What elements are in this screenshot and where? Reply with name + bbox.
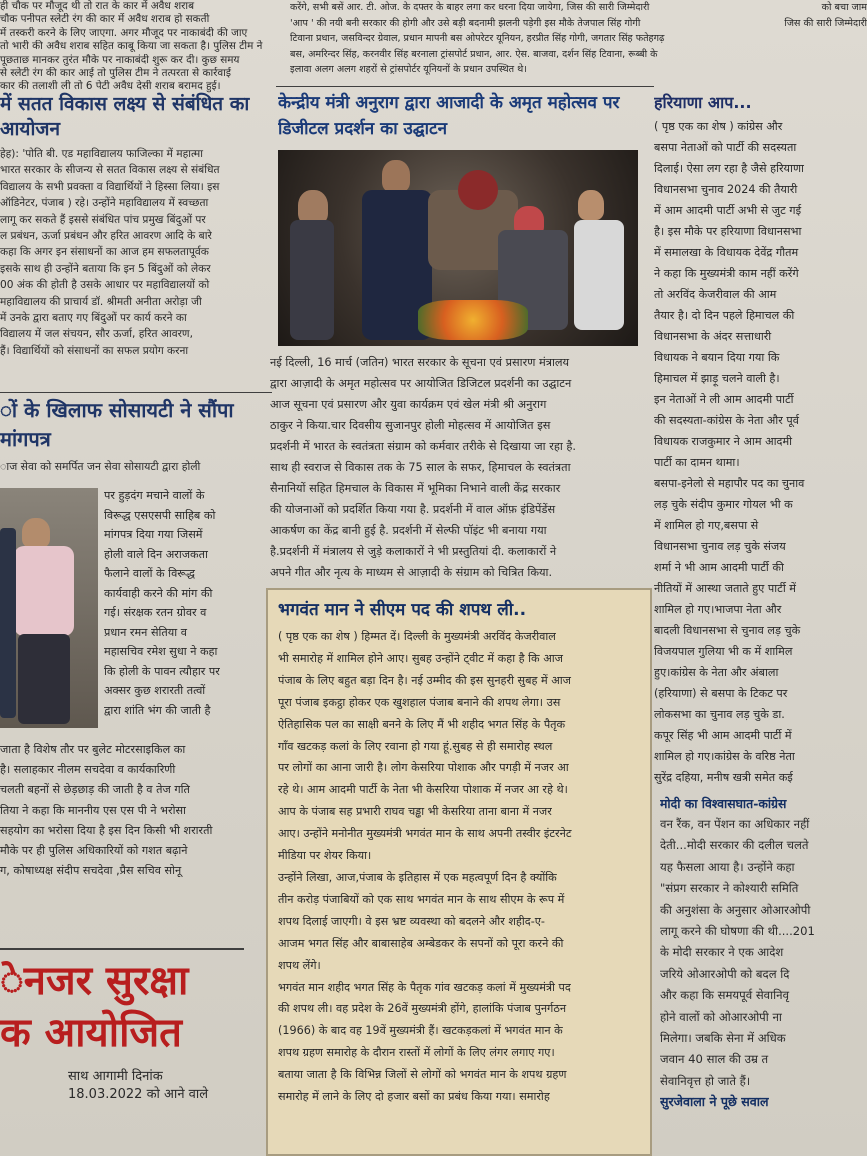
text-line: जरिये ओआरओपी को बदल दि [660, 966, 790, 981]
text-line: कार की तलाशी ली तो 6 पेटी अवैध देसी शराब बरामद हुई। [0, 80, 221, 93]
text-line: पंजाब के लिए बहुत बड़ा दिन है। नई उम्मीद की इस सुनहरी सुबह में आज [278, 673, 571, 687]
text-line: सैनानियों सहित हिमचाल के विकास में भूमिका निभाने वाली केंद्र सरकार [270, 482, 561, 495]
center-headline-block [278, 90, 638, 150]
center-top-divider [276, 86, 654, 87]
ad-small-1: साथ आगामी दिनांक [68, 1069, 163, 1084]
text-line: हेह): 'पोति बी. एड महाविद्यालय फाजिल्का में महात्मा [0, 148, 204, 160]
text-line: भारत सरकार के सीजन्य से सतत विकास लक्ष्य से संबंधित [0, 164, 220, 177]
text-line: आए। उन्होंने मनोनीत मुख्यमंत्री भगवंत मान के साथ अपनी तस्वीर इंटरनेट [278, 827, 572, 841]
text-line: विधायक राजकुमार ने आम आदमी [654, 435, 793, 448]
right-story-headline: हरियाणा आप... [654, 93, 752, 112]
text-line: जाता है विशेष तौर पर बुलेट मोटरसाइकिल का [0, 743, 186, 756]
left-story-society [0, 396, 272, 916]
text-line: भी समारोह में शामिल होने आए। सुबह उन्होंने ट्वीट में कहा है कि आज [278, 651, 563, 665]
text-line: जवान 40 साल की उम्र त [660, 1052, 769, 1067]
text-line: शपथ लेंगे। [278, 958, 321, 972]
text-line: (हरियाणा) से बसपा के टिकट पर [654, 687, 788, 700]
center-event-photo [278, 150, 638, 346]
text-line: आजम भगत सिंह और बाबासाहेब अम्बेडकर के सपनों को पूरा करने की [278, 936, 564, 950]
right-footer-headline: सुरजेवाला ने पूछे सवाल [660, 1094, 769, 1110]
text-line: 'आप ' की नयी बनी सरकार की होगी और उसे बड़ी बदनामी झलनी पड़ेगी इस मौके तेजपाल सिंह गोगी [290, 17, 641, 29]
text-line: में आम आदमी पार्टी अभी से जुट गई [654, 204, 802, 217]
text-line: है। इस मौके पर हरियाणा विधानसभा [654, 225, 802, 238]
text-line: अक्सर कुछ शरारती तत्वों [104, 684, 206, 697]
text-line: बादली विधानसभा से चुनाव लड़ चुके [654, 624, 801, 637]
right-top-lines [756, 0, 867, 31]
left-story-sdg-body [0, 146, 272, 359]
text-line: सुरेंद्र दहिया, मनीष खत्री समेत कई [654, 771, 793, 784]
right-sub-body [660, 814, 867, 1092]
text-line: पर लोगों का आना जारी है। लोग केसरिया पोशाक और पगड़ी में नजर आ [278, 761, 569, 775]
text-line: आज सूचना एवं प्रसारण और युवा कार्यक्रम एवं खेल मंत्री श्री अनुराग [270, 398, 547, 411]
ad-headline-2: क आयोजित [0, 1009, 182, 1056]
text-line: की सदस्यता-कांग्रेस के नेता और पूर्व [654, 414, 799, 427]
text-line: इलावा अलग अलग शहरों से ट्रांसपोर्टर यूनियनों के प्रधान उपस्थित थे। [290, 64, 527, 75]
ad-small-2: 18.03.2022 को आने वाले [68, 1087, 209, 1103]
text-line: है। सलाहकार नीलम सचदेवा व कार्यकारिणी [0, 763, 176, 777]
right-top-snippet [756, 0, 867, 40]
right-story-body [654, 116, 867, 790]
text-line: में तस्करी करने के लिए जाएगा. अगर मौजूद पर नाकाबंदी की जाए [0, 26, 248, 39]
text-line: मीडिया पर शेयर किया। [278, 849, 372, 863]
text-line: पर हुड़दंग मचाने वालों के [104, 489, 205, 502]
ad-headline-1: ेनजर सुरक्षा [0, 957, 189, 1004]
center-body-text [270, 352, 652, 583]
text-line: मिलेगा। जबकि सेना में अधिक [660, 1031, 786, 1046]
text-line: दिलाई। ऐसा लग रहा है जैसे हरियाणा [654, 162, 804, 175]
left-top-snippet [0, 0, 282, 100]
left-divider-2 [0, 948, 244, 950]
text-line: समारोह में लाने के लिए दो हजार बसों का प्रबंध किया गया। समारोह [278, 1090, 550, 1104]
left-story-society-intro: ाज सेवा को समर्पित जन सेवा सोसायटी द्वारा होली [0, 460, 201, 473]
text-line: ( पृष्ठ एक का शेष ) कांग्रेस और [654, 120, 783, 133]
text-line: ( पृष्ठ एक का शेष ) हिम्मत दें। दिल्ली के मुख्यमंत्री अरविंद केजरीवाल [278, 630, 556, 643]
center-top-snippet [290, 0, 750, 84]
boxed-story [266, 588, 652, 1156]
text-line: ठाकुर ने किया.चार दिवसीय सुजानपुर होली मोहत्सव में आयोजित इस [270, 419, 551, 432]
text-line: देती...मोदी सरकार की दलील चलते [660, 838, 809, 853]
text-line: इसके साथ ही उन्होंने बताया कि इन 5 बिंदुओं को लेकर [0, 262, 211, 275]
text-line: में उनके द्वारा बताए गए बिंदुओं पर कार्य करने का [0, 312, 187, 325]
text-line: में समालखा के विधायक देवेंद्र गौतम [654, 246, 799, 259]
text-line: लागू कर सकते हैं इससे संबंधित पांच प्रमुख बिंदुओं पर [0, 213, 206, 226]
text-line: "संप्रग सरकार ने कोश्यारी समिति [660, 881, 799, 896]
text-line: भगवंत मान शहीद भगत सिंह के पैतृक गांव खटकड़ कलां में मुख्यमंत्री पद [278, 980, 571, 994]
text-line: तिया ने कहा कि माननीय एस एस पी ने भरोसा [0, 803, 186, 817]
text-line: विधानसभा के अंदर सत्ताधारी [654, 330, 772, 343]
text-line: ने कहा कि मुख्यमंत्री काम नहीं करेंगे [654, 267, 799, 280]
text-line: शर्मा ने भी आम आदमी पार्टी की [654, 561, 784, 574]
left-divider-1 [0, 392, 272, 393]
right-story [654, 90, 867, 790]
text-line: होने वालों को ओआरओपी ना [660, 1009, 782, 1024]
center-top-lines [290, 0, 750, 78]
text-line: कहा कि अगर इन संसाधनों का आज हम सफलतापूर्वक [0, 246, 209, 259]
text-line: प्रदर्शनी में भारत के स्वतंत्रता संग्राम को कर्मवार तरीके से दिखाया जा रहा है. [270, 440, 576, 453]
text-line: कि होली के पावन त्यौहार पर [104, 664, 220, 678]
text-line: हैं। विद्यार्थियों को संसाधनों का सफल प्रयोग करना [0, 344, 189, 357]
text-line: की अनुशंसा के अनुसार ओआरओपी [660, 902, 811, 917]
text-line: टिवाना प्रधान, जसविन्दर ग्रेवाल, प्रधान मापनी बस ओपरेटर यूनियन, हरप्रीत सिंह गोगी, जगतार सिंह फतेहगढ़ [290, 33, 665, 44]
text-line: मांगपत्र दिया गया जिसमें [104, 528, 203, 541]
text-line: लोकसभा का चुनाव लड़ चुके डा. [654, 708, 785, 721]
text-line: करेंगे, सभी बसें आर. टी. ओज. के दफ्तर के बाहर लगा कर धरना दिया जायेगा, जिस की सारी जिम्मेदारी [290, 2, 650, 13]
text-line: वन रैंक, वन पेंशन का अधिकार नहीं [660, 817, 810, 831]
left-top-lines [0, 0, 282, 94]
text-line: होली वाले दिन अराजकता [104, 547, 208, 561]
boxed-story-body [278, 626, 642, 1108]
left-story-society-bottom-text [0, 740, 272, 881]
text-line: प्रधान रमन सेतिया व [104, 625, 187, 639]
text-line: चौक पनीपत स्लेटी रंग की कार में अवैध शराब हो सकती [0, 13, 210, 26]
text-line: गई। संरक्षक रतन ग्रोवर व [104, 606, 207, 619]
text-line: नीतियों में आस्था जताते हुए पार्टी में [654, 582, 796, 595]
text-line: शपथ ग्रहण समारोह के दौरान रास्तों में लोगों के लिए लंगर लगाए गए। [278, 1046, 555, 1060]
text-line: मौके पर ही पुलिस अधिकारियों को गशत बढ़ाने [0, 844, 188, 858]
text-line: गाँव खटकड़ कलां के लिए रवाना हो गया हूं.सुबह से ही समारोह स्थल [278, 739, 553, 753]
text-line: तीन करोड़ पंजाबियों को एक साथ भगवंत मान के साथ सीएम के रूप में [278, 892, 565, 906]
text-line: हुए।कांग्रेस के नेता और अंबाला [654, 666, 779, 679]
text-line: नई दिल्ली, 16 मार्च (जतिन) भारत सरकार के सूचना एवं प्रसारण मंत्रालय [270, 356, 570, 369]
text-line: शपथ दिलाई जाएगी। वे इस भ्रष्ट व्यवस्था को बदलने और शहीद-ए- [278, 914, 545, 928]
text-line: 00 अंक की होती है उसके आधार पर महाविद्यालयों को [0, 279, 210, 292]
text-line: विधायक ने बयान दिया गया कि [654, 351, 780, 364]
society-photo [0, 488, 98, 728]
text-line: तो अरविंद केजरीवाल की आम [654, 288, 777, 301]
text-line: सहयोग का भरोसा दिया है इस दिन किसी भी शरारती [0, 823, 213, 837]
text-line: ऑडिनेटर, पंजाब ) रहे। उन्होंने महाविद्यालय में स्वच्छता [0, 197, 209, 210]
text-line: पूछताछ मानकर तुरंत मौके पर नाकाबंदी शुरू कर दी। कुछ समय [0, 53, 240, 66]
text-line: रहे थे। आम आदमी पार्टी के नेता भी केसरिया पोशाक में नजर आ रहे थे। [278, 783, 568, 797]
center-headline: केन्द्रीय मंत्री अनुराग द्वारा आजादी के अमृत महोत्सव पर डिजीटल प्रदर्शन का उद्घाटन [278, 93, 620, 139]
text-line: विद्यालय के सभी प्रवक्ता व विद्यार्थियों ने हिस्सा लिया। इस [0, 180, 220, 193]
text-line: बताया जाता है कि विभिन्न जिलों से लोगों को भगवंत मान के शपथ ग्रहण [278, 1068, 567, 1082]
text-line: शामिल हो गए।भाजपा नेता और [654, 603, 782, 616]
text-line [654, 788, 867, 790]
text-line: हिमाचल में झाड़ू चलने वाली है। [654, 372, 780, 385]
text-line: की योजनाओं को प्रदर्शित किया गया है. प्रदर्शनी में वाल ऑफ़ इंडिपेंडेंस [270, 503, 556, 516]
text-line: कपूर सिंह भी आम आदमी पार्टी में [654, 729, 792, 742]
text-line: है.प्रदर्शनी में मंत्रालय से जुड़े कलाकारों ने भी प्रस्तुतियां दी. कलाकारों ने [270, 545, 557, 558]
text-line: कार्यवाही करने की मांग की [104, 586, 213, 600]
text-line: यह फैसला आया है। उन्होंने कहा [660, 859, 795, 874]
text-line: तो भारी की अवैध शराब सहित काबू किया जा सकता है। पुलिस टीम ने [0, 40, 263, 53]
boxed-story-headline: भगवंत मान ने सीएम पद की शपथ ली.. [278, 600, 527, 620]
text-line: द्वारा आज़ादी के अमृत महोत्सव पर आयोजित डिजिटल प्रदर्शनी का उद्घाटन [270, 377, 572, 390]
text-line: फैलाने वालों के विरूद्ध [104, 567, 195, 580]
left-story-sdg [0, 92, 272, 392]
text-line: साथ ही स्वराज से विकास तक के 75 साल के सफर, हिमाचल के स्वतंत्रता [270, 461, 571, 474]
text-line: सेवानिवृत्त हो जाते हैं। [660, 1073, 751, 1088]
left-ad-block [0, 956, 250, 1156]
text-line: आप के पंजाब सह प्रभारी राघव चड्ढा भी केसरिया ताना बाना में नजर [278, 805, 552, 819]
text-line: ल प्रबंधन, ऊर्जा प्रबंधन और हरित आवरण आदि के बारे [0, 230, 212, 243]
text-line: विजयपाल गुलिया भी क में शामिल [654, 645, 793, 658]
center-body [270, 352, 652, 588]
left-story-sdg-headline: में सतत विकास लक्ष्य से संबंधित का आयोजन [0, 93, 250, 140]
text-line: (1966) के बाद वह 19वें मुख्यमंत्री हैं। खटकड़कलां में भगवंत मान के [278, 1024, 563, 1038]
text-line: से स्लेटी रंग की कार आई तो पुलिस टीम ने तत्परता से कार्रवाई [0, 67, 231, 80]
text-line: विरूद्ध एसएसपी साहिब को [104, 508, 216, 522]
text-line: बसपा नेताओं को पार्टी की सदस्यता [654, 141, 797, 154]
text-line: लड़ चुके संदीप कुमार गोयल भी क [654, 498, 793, 511]
right-sub-story [660, 794, 867, 1156]
text-line: और कहा कि समयपूर्व सेवानिवृ [660, 988, 790, 1003]
text-line: महाविद्यालय की प्राचार्य डॉ. श्रीमती अनीता अरोड़ा जी [0, 295, 202, 308]
text-line: के मोदी सरकार ने एक आदेश [660, 945, 784, 960]
text-line: ऐतिहासिक पल का साक्षी बनने के लिए मैं भी शहीद भगत सिंह के पैतृक [278, 717, 566, 731]
left-story-society-right-text [104, 486, 272, 720]
text-line: विधानसभा चुनाव लड़ चुके संजय [654, 540, 786, 553]
text-line: महासचिव रमेश सुधा ने कहा [104, 645, 218, 658]
text-line: इन नेताओं ने ली आम आदमी पार्टी [654, 393, 794, 406]
text-line: विधानसभा चुनाव 2024 की तैयारी [654, 183, 798, 196]
text-line: पूरा पंजाब इकट्ठा होकर एक खुशहाल पंजाब बनाने की शपथ लेगा। उस [278, 695, 561, 709]
text-line: ही चौक पर मौजूद थी तो रात के कार में अवैध शराब [0, 0, 195, 12]
text-line: चलती बहनों से छेड़छाड़ की जाती है व तेज गति [0, 783, 190, 797]
text-line: तैयार है। दो दिन पहले हिमाचल की [654, 309, 795, 322]
text-line: बसपा-इनेलो से महापौर पद का चुनाव [654, 477, 805, 490]
text-line: आकर्षण का केंद्र बानी हुई है. प्रदर्शनी में सेल्फी पॉइंट भी बनाया गया [270, 524, 547, 537]
text-line: अपने गीत और नृत्य के माध्यम से आज़ादी के संग्राम को चित्रित किया. [270, 566, 553, 579]
text-line: को बचा जाम [821, 2, 867, 13]
text-line: की शपथ ली। वह प्रदेश के 26वें मुख्यमंत्री होंगे, हालांकि पंजाब पुनर्गठन [278, 1002, 567, 1016]
text-line: ग, कोषाध्यक्ष संदीप सचदेवा ,प्रैस सचिव सोनू [0, 864, 182, 878]
right-sub-headline: मोदी का विश्वासघात-कांग्रेस [660, 796, 787, 811]
text-line: विद्यालय में जल संचयन, सौर ऊर्जा, हरित आवरण, [0, 328, 193, 341]
text-line: द्वारा शांति भंग की जाती है [104, 703, 211, 717]
left-story-society-headline: ों के खिलाफ सोसायटी ने सौंपा मांगपत्र [0, 398, 234, 451]
text-line: लागू करने की घोषणा की थी....201 [660, 924, 815, 939]
text-line: शामिल हो गए।कांग्रेस के वरिष्ठ नेता [654, 750, 795, 763]
text-line: में शामिल हो गए,बसपा से [654, 519, 759, 532]
text-line: बस, अमरिन्दर सिंह, करनवीर सिंह बरनाला ट्रांसपोर्ट प्रधान, आर. ऐस. बाजवा, दर्शन सिंह टिवाना, रूब्बी के [290, 48, 658, 60]
text-line: जिस की सारी जिम्मेदारी [784, 17, 867, 29]
text-line: उन्होंने लिखा, आज,पंजाब के इतिहास में एक महत्वपूर्ण दिन है क्योंकि [278, 870, 557, 884]
text-line: पार्टी का दामन थामा। [654, 456, 740, 469]
